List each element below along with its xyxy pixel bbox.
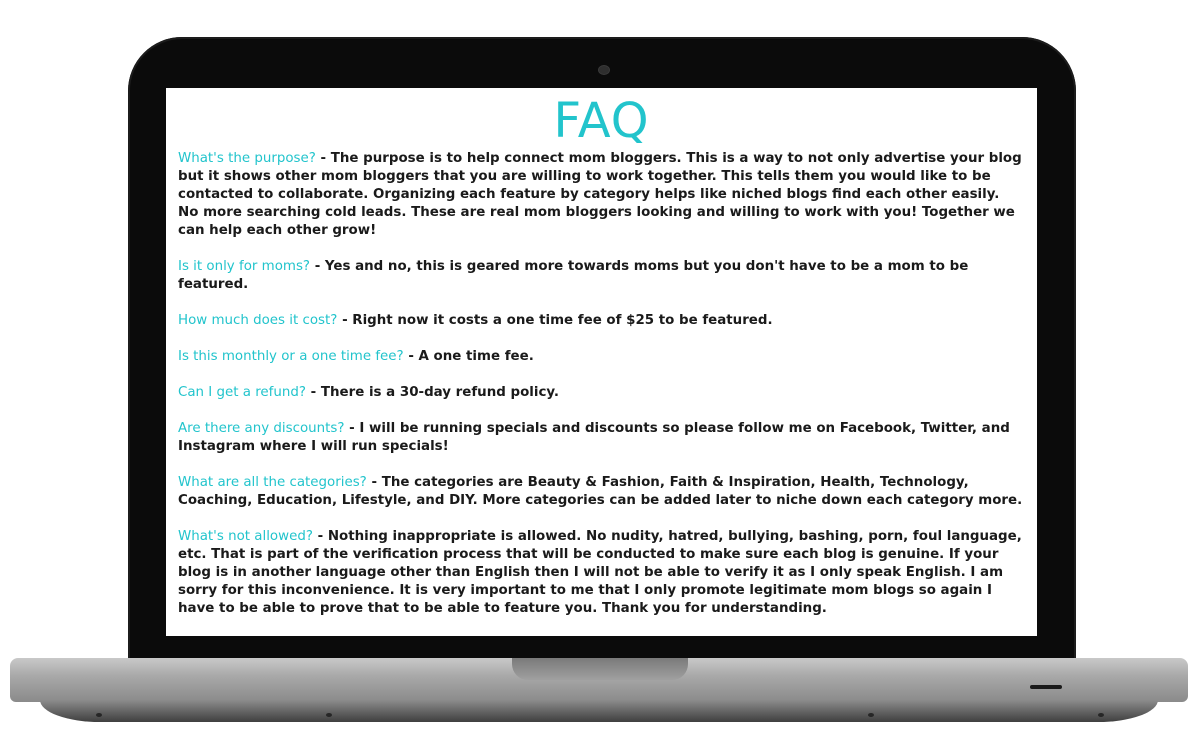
foot-icon <box>868 713 874 717</box>
faq-item <box>178 420 1023 456</box>
faq-list <box>166 150 1037 618</box>
faq-answer: - The categories are Beauty & Fashion, Faith & Inspiration, Health, Technology, Coaching, Education, Lifestyle, and DIY. More categories can be added later to niche down each category more. <box>178 475 1023 508</box>
faq-item <box>178 474 1023 510</box>
faq-answer: - I will be running specials and discounts so please follow me on Facebook, Twitter, and Instagram where I will run specials! <box>178 421 1010 454</box>
faq-item <box>178 150 1023 240</box>
faq-question: What's the purpose? <box>178 151 316 166</box>
page-title: FAQ <box>553 93 650 149</box>
faq-answer: - Yes and no, this is geared more towards moms but you don't have to be a mom to be featured. <box>178 259 969 292</box>
faq-question: Can I get a refund? <box>178 385 306 400</box>
foot-icon <box>1098 713 1104 717</box>
faq-question: Is this monthly or a one time fee? <box>178 349 404 364</box>
foot-icon <box>96 713 102 717</box>
faq-question: What are all the categories? <box>178 475 367 490</box>
webcam-icon <box>599 66 609 74</box>
faq-answer: - A one time fee. <box>408 349 534 364</box>
faq-item <box>178 528 1023 618</box>
faq-answer: - There is a 30-day refund policy. <box>310 385 559 400</box>
faq-answer: - Nothing inappropriate is allowed. No nudity, hatred, bullying, bashing, porn, foul language, etc. That is part of the verification process that will be conducted to make sure each blog is genuine. If your blog is in another language other than English then I will not be able to verify it as I only speak English. I am sorry for this inconvenience. It is very important to me that I only promote legitimate mom blogs so again I have to be able to prove that to be able to feature you. Thank you for understanding. <box>178 529 1022 616</box>
faq-question: Are there any discounts? <box>178 421 345 436</box>
lid-opening-notch <box>512 658 688 680</box>
faq-answer: - Right now it costs a one time fee of $25 to be featured. <box>342 313 773 328</box>
faq-question: Is it only for moms? <box>178 259 311 274</box>
laptop-screen <box>166 88 1037 636</box>
faq-item <box>178 258 1023 294</box>
faq-item <box>178 384 1023 402</box>
foot-icon <box>326 713 332 717</box>
faq-answer: - The purpose is to help connect mom bloggers. This is a way to not only advertise your blog but it shows other mom bloggers that you are willing to work together. This tells them you would like to be contacted to collaborate. Organizing each feature by category helps like niched blogs find each other easily. No more searching cold leads. These are real mom bloggers looking and willing to work with you! Together we can help each other grow! <box>178 151 1022 238</box>
faq-item <box>178 312 1023 330</box>
faq-question: What's not allowed? <box>178 529 313 544</box>
laptop-base-bottom <box>40 700 1158 722</box>
faq-question: How much does it cost? <box>178 313 338 328</box>
faq-item <box>178 348 1023 366</box>
indicator-light-icon <box>1030 685 1062 689</box>
